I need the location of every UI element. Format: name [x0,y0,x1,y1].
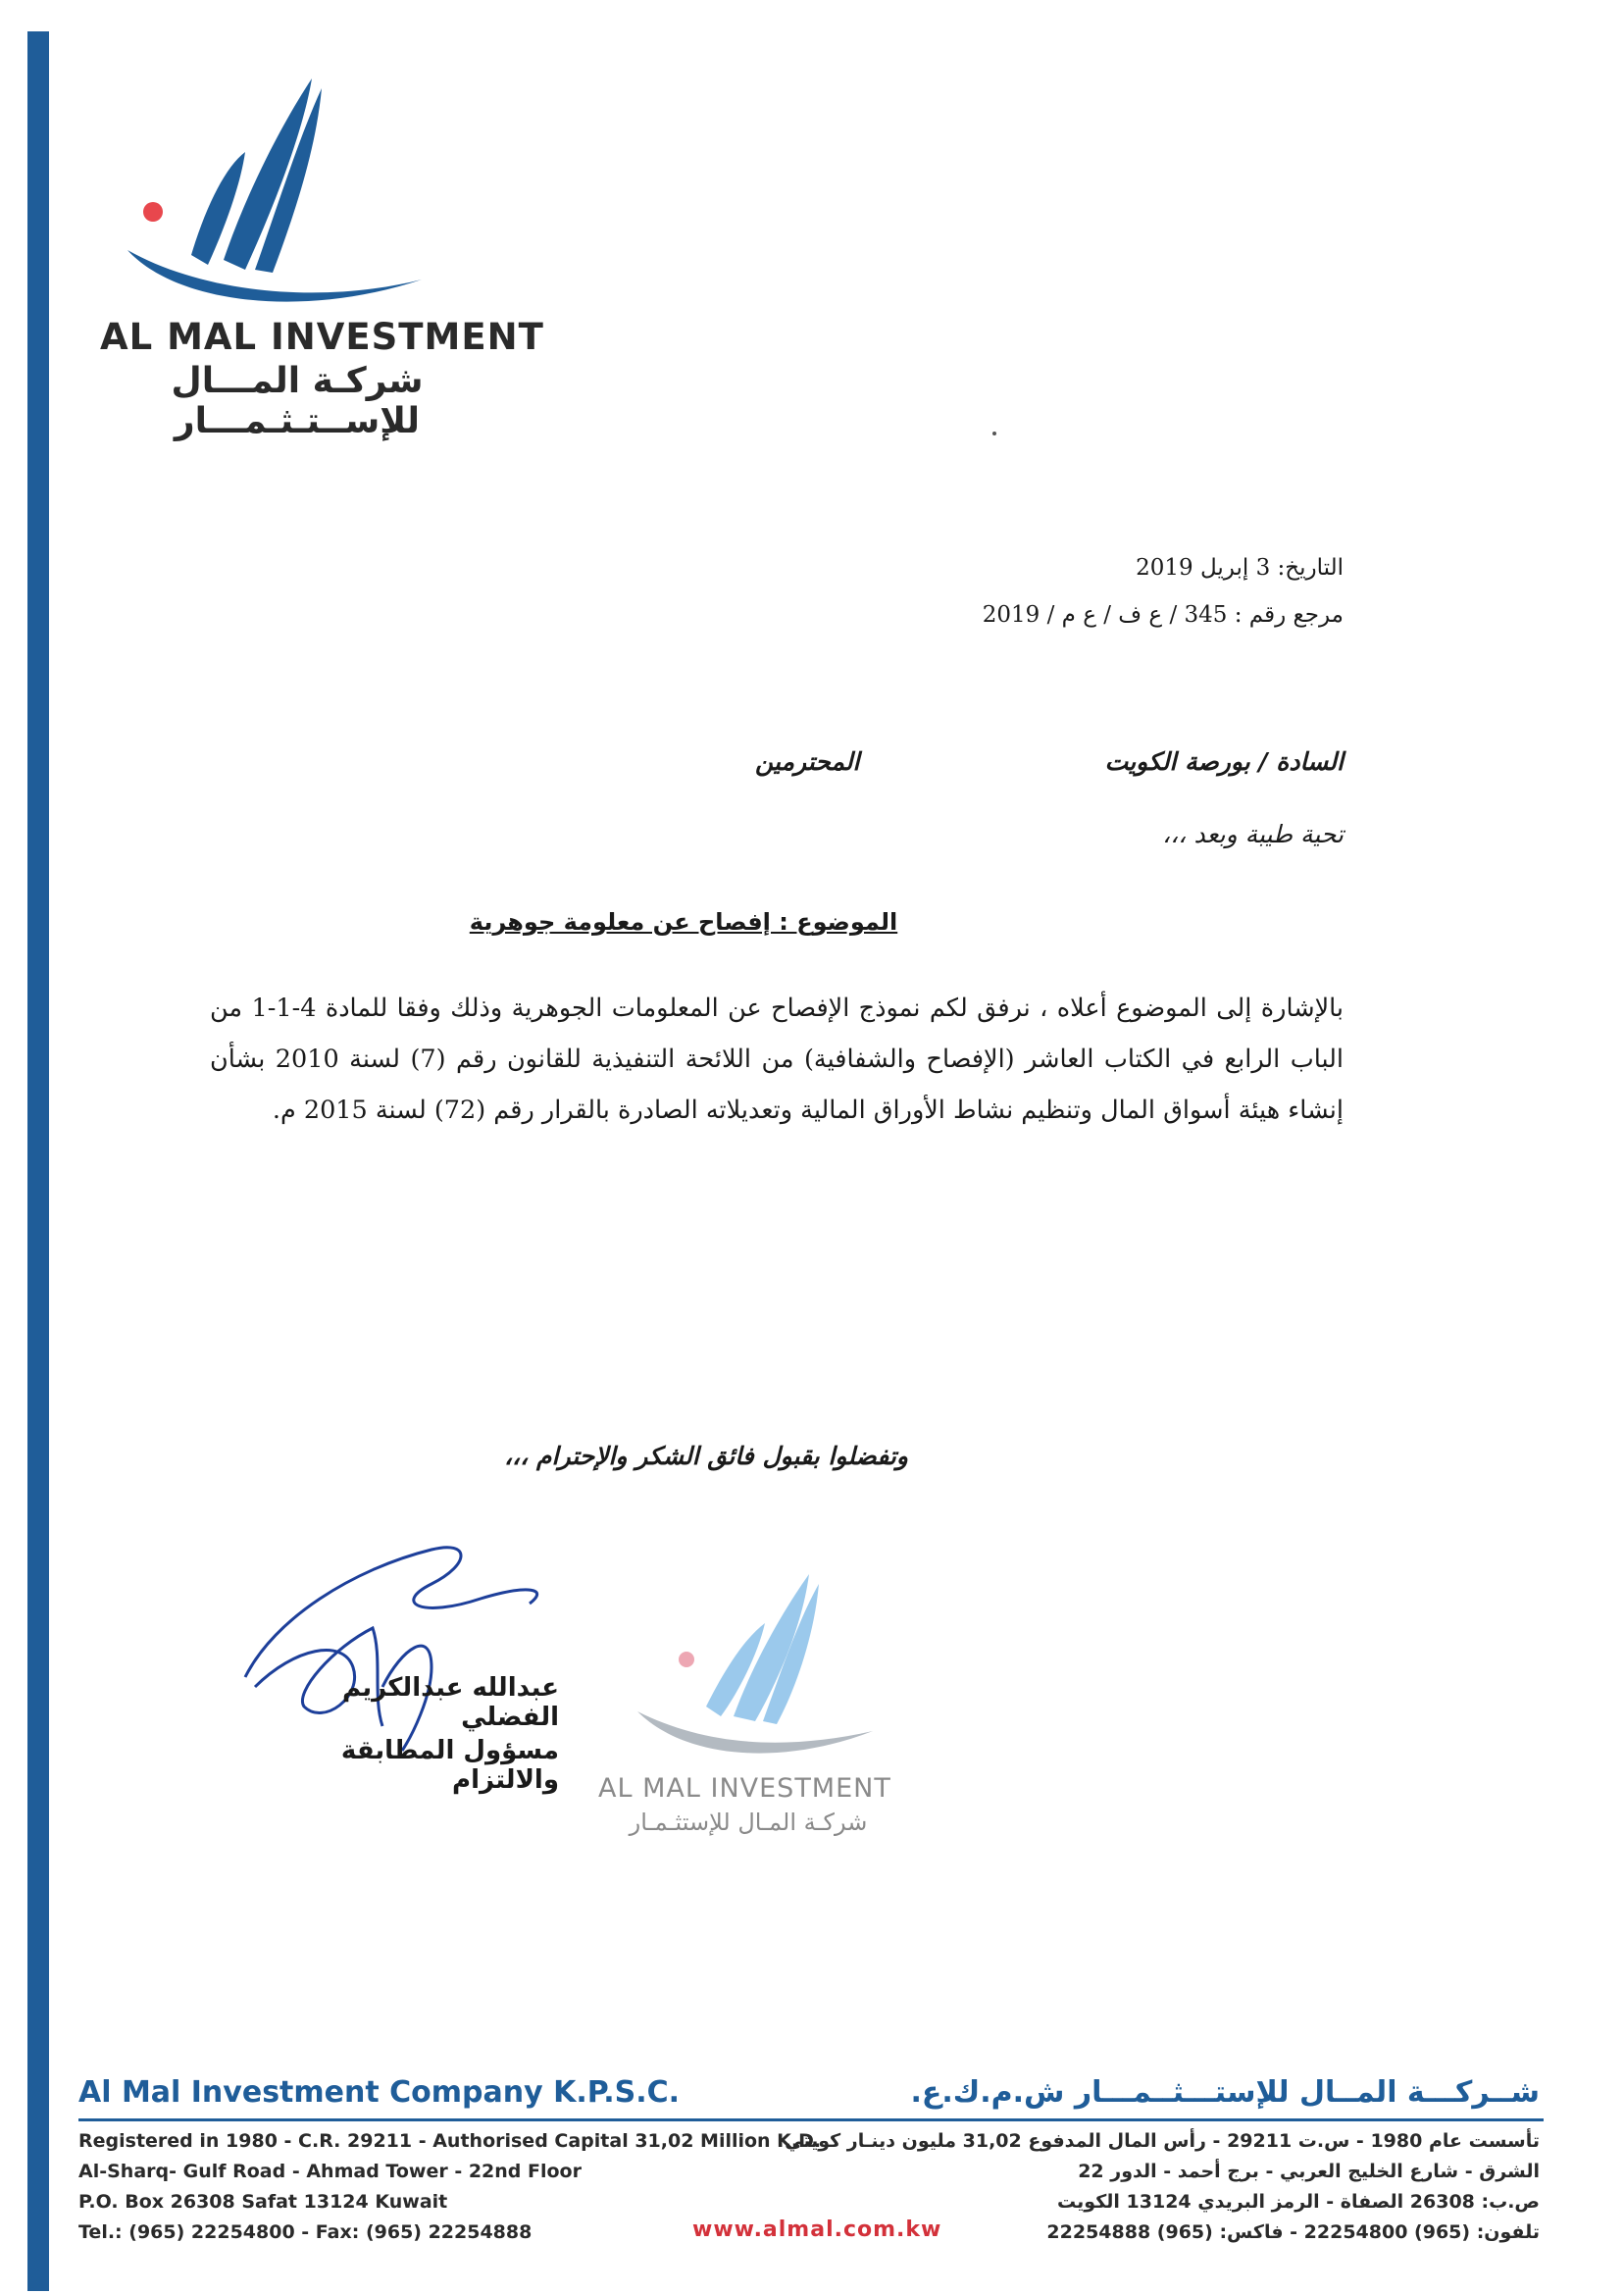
company-name-en: AL MAL INVESTMENT [100,316,544,358]
reference-value: 345 / ع ف / ع م / 2019 [982,602,1228,628]
footer-en-line: P.O. Box 26308 Safat 13124 Kuwait [78,2191,448,2213]
closing-line: وتفضلوا بقبول فائق الشكر والإحترام ،،، [504,1442,908,1470]
date-line [1136,555,1344,581]
footer-ar-line: تأسست عام 1980 - س.ت 29211 - رأس المال المدفوع 31,02 مليون دينـار كويتي [785,2130,1540,2152]
reference-label: مرجع رقم : [1234,602,1344,628]
footer-ar-line: تلفون: (965) 22254800 - فاكس: (965) 22254888 [1046,2221,1540,2243]
footer-title-ar: شــركـــة المــال للإستـــثــمـــار ش.م.ك.ع. [910,2075,1540,2110]
reference-line [983,602,1344,628]
signatory-name: عبدالله عبدالكريم الفضلي [341,1673,559,1732]
letter-body: بالإشارة إلى الموضوع أعلاه ، نرفق لكم نموذج الإفصاح عن المعلومات الجوهرية وذلك وفقا للمادة 4-1-1 من الباب الرابع في الكتاب العاشر (الإفصاح والشفافية) من اللائحة التنفيذية للقانون رقم (7) لسنة 2010 بشأن إنشاء هيئة أسواق المال وتنظيم نشاط الأوراق المالية وتعديلاته الصادرة بالقرار رقم (72) لسنة 2015 م. [210,994,1345,1125]
greeting: تحية طيبة وبعد ،،، [1162,820,1344,848]
signatory-title: مسؤول المطابقة والالتزام [340,1736,559,1795]
stray-dot [992,432,996,435]
date-label: التاريخ: [1277,555,1344,581]
side-accent-bar [27,31,49,2291]
recipient-honorific: المحترمين [755,747,860,776]
stamp-company-en: AL MAL INVESTMENT [598,1773,891,1804]
footer-ar-line: ص.ب: 26308 الصفاة - الرمز البريدي 13124 الكويت [1057,2191,1540,2213]
website-link[interactable]: www.almal.com.kw [692,2218,942,2242]
footer-en-line: Al-Sharq- Gulf Road - Ahmad Tower - 22nd Floor [78,2161,582,2182]
company-logo [98,59,510,412]
company-name-ar: شركـة المـــال للإســتـثـمـــار [171,361,424,441]
subject-line: الموضوع : إفصاح عن معلومة جوهرية [469,908,898,936]
footer-en-line: Registered in 1980 - C.R. 29211 - Authorised Capital 31,02 Million K.D. [78,2130,822,2152]
recipient-row [755,747,1344,776]
footer-en-line: Tel.: (965) 22254800 - Fax: (965) 22254888 [78,2221,533,2243]
date-value: 3 إبريل 2019 [1136,555,1271,581]
recipient-name: السادة / بورصة الكويت [1104,747,1344,776]
footer-divider [78,2118,1544,2121]
stamp-company-ar: شركـة المـال للإستثـمـار [629,1809,868,1836]
footer-title-en: Al Mal Investment Company K.P.S.C. [78,2075,681,2110]
footer-ar-line: الشرق - شارع الخليج العربي - برج أحمد - الدور 22 [1078,2161,1540,2182]
